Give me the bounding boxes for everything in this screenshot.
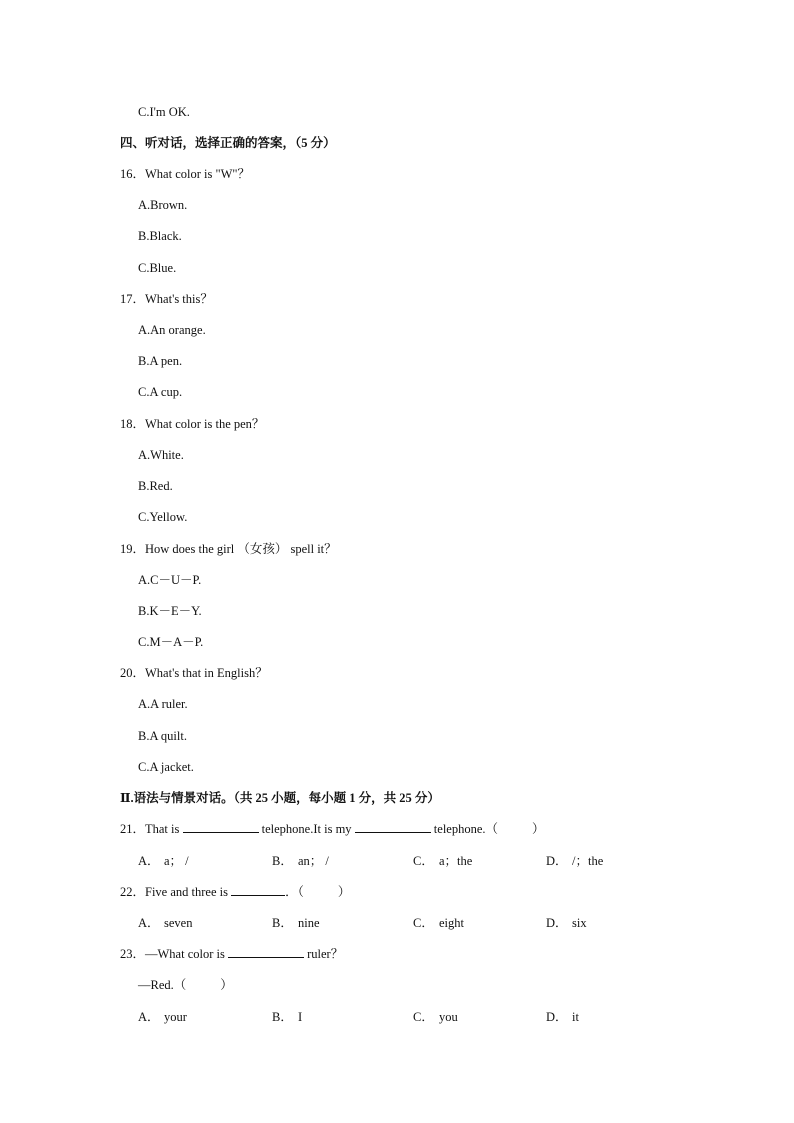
q21-option-a: A． a； / [138,854,189,868]
q23-option-a: A． your [138,1010,187,1024]
q22-option-d: D． six [546,916,587,930]
q18-option-c: C.Yellow. [138,510,188,524]
q23-answer-text-1: —Red.（ [138,978,187,992]
question-23 [120,946,343,962]
q21-text-3: telephone.（ [430,822,499,836]
q17-option-a: A.An orange. [138,323,206,337]
q22-text-1: 22．Five and three is [120,885,232,899]
q16-option-b: B.Black. [138,229,182,243]
section-2-heading: Ⅱ.语法与情景对话。（共 25 小题，每小题 1 分，共 25 分） [120,791,440,805]
q22-text-3: ） [337,885,351,899]
q20-option-b: B.A quilt. [138,729,187,743]
question-21 [120,821,545,837]
q21-blank-2[interactable] [355,821,431,833]
q21-text-2: telephone.It is my [258,822,355,836]
q23-text-2: ruler？ [303,947,344,961]
q21-blank-1[interactable] [183,821,259,833]
q23-option-c: C． you [413,1010,458,1024]
q16-option-a: A.Brown. [138,198,188,212]
q21-text-1: 21．That is [120,822,183,836]
q19-option-a: A.C－U－P. [138,573,202,587]
q19-option-b: B.K－E－Y. [138,604,202,618]
question-20: 20．What's that in English？ [120,666,268,680]
question-22 [120,884,350,900]
q22-option-c: C． eight [413,916,464,930]
q15-option-c: C.I'm OK. [138,105,190,119]
q19-option-c: C.M－A－P. [138,635,204,649]
q23-answer-line [138,977,233,993]
q22-option-a: A． seven [138,916,193,930]
q21-option-d: D． /；the [546,854,604,868]
question-17: 17．What's this？ [120,292,213,306]
q18-option-b: B.Red. [138,479,173,493]
q22-option-b: B． nine [272,916,320,930]
q21-text-4: ） [532,822,545,836]
q17-option-b: B.A pen. [138,354,183,368]
q22-blank[interactable] [231,884,285,896]
q16-option-c: C.Blue. [138,261,177,275]
q20-option-a: A.A ruler. [138,697,188,711]
question-16: 16．What color is "W"？ [120,167,250,181]
q17-option-c: C.A cup. [138,385,183,399]
section-4-heading: 四、听对话，选择正确的答案，（5 分） [120,136,336,150]
q23-option-d: D． it [546,1010,579,1024]
q18-option-a: A.White. [138,448,184,462]
question-19: 19．How does the girl （女孩） spell it？ [120,542,337,556]
question-18: 18．What color is the pen？ [120,417,265,431]
q23-option-b: B． I [272,1010,303,1024]
q20-option-c: C.A jacket. [138,760,194,774]
q23-text-1: 23．—What color is [120,947,228,961]
q23-blank[interactable] [228,946,304,958]
q21-option-c: C． a；the [413,854,473,868]
q23-answer-text-2: ） [220,978,233,992]
q22-text-2: ．（ [285,885,304,899]
q21-option-b: B． an； / [272,854,329,868]
q23-options [0,1009,579,1089]
